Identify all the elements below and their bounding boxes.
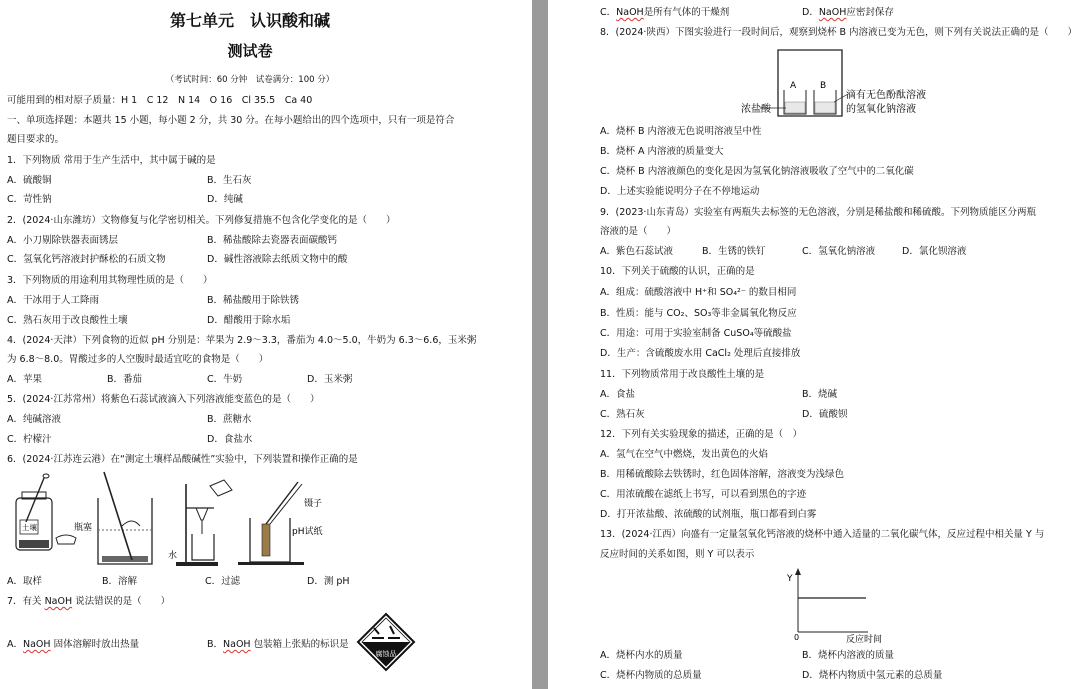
fig-ph-label: pH试纸 (292, 527, 323, 537)
q1-option-c[interactable]: C．苛性钠 (7, 194, 52, 205)
q9-option-c[interactable]: C．氢氧化钠溶液 (802, 246, 876, 257)
fig-beaker-a: A (790, 81, 797, 91)
q8-option-b[interactable]: B．烧杯 A 内溶液的质量变大 (600, 146, 724, 157)
q7-stem-prefix: 7．有关 (7, 596, 45, 607)
q9-option-a[interactable]: A．紫色石蕊试液 (600, 246, 673, 257)
q13-option-c[interactable]: C．烧杯内物质的总质量 (600, 670, 702, 681)
q11-option-d[interactable]: D．硫酸钡 (802, 409, 848, 420)
q10-option-d[interactable]: D．生产：含硫酸废水用 CaCl₂ 处理后直接排放 (600, 348, 801, 359)
page-title: 第七单元 认识酸和碱 (169, 11, 330, 30)
q7-c-suffix: 是所有气体的干燥剂 (643, 7, 730, 18)
q1-option-a[interactable]: A．硫酸铜 (7, 175, 52, 186)
question-4-cont: 为 6.8～8.0。胃酸过多的人空腹时最适宜吃的食物是（ ） (7, 354, 269, 365)
q5-option-c[interactable]: C．柠檬汁 (7, 434, 52, 445)
q4-option-c[interactable]: C．牛奶 (207, 374, 243, 385)
q8-option-c[interactable]: C．烧杯 B 内溶液颜色的变化是因为氢氧化钠溶液吸收了空气中的二氧化碳 (600, 166, 914, 177)
q13-option-a[interactable]: A．烧杯内水的质量 (600, 650, 683, 661)
corrosive-label: 腐蚀品 (375, 650, 397, 658)
q6-option-b[interactable]: B．溶解 (102, 576, 138, 587)
q13-x-label: 反应时间 (846, 635, 883, 645)
q2-option-a[interactable]: A．小刀剔除铁器表面锈层 (7, 235, 118, 246)
q6-option-c[interactable]: C．过滤 (205, 576, 241, 587)
fig-stopper-label: 瓶塞 (74, 523, 93, 533)
question-12: 12．下列有关实验现象的描述，正确的是（ ） (600, 429, 803, 440)
q10-option-b[interactable]: B．性质：能与 CO₂、SO₃等非金属氧化物反应 (600, 308, 797, 319)
question-11: 11．下列物质常用于改良酸性土壤的是 (600, 369, 765, 380)
q7-option-d[interactable] (802, 7, 894, 19)
question-10: 10．下列关于硫酸的认识，正确的是 (600, 266, 755, 277)
q7-a-suffix: 固体溶解时放出热量 (50, 639, 140, 650)
q6-apparatus-figure (0, 468, 532, 576)
question-6: 6．(2024·江苏连云港）在“测定土壤样品酸碱性”实验中，下列装置和操作正确的是 (7, 454, 358, 465)
question-4: 4．(2024·天津）下列食物的近似 pH 分别是：苹果为 2.9～3.3，番茄为 4.0～5.0，牛奶为 6.3～6.6，玉米粥 (7, 335, 477, 346)
q8-option-d[interactable]: D．上述实验能说明分子在不停地运动 (600, 186, 760, 197)
q11-option-b[interactable]: B．烧碱 (802, 389, 838, 400)
q7-d-suffix: 应密封保存 (846, 7, 894, 18)
question-9: 9．(2023·山东青岛）实验室有两瓶失去标签的无色溶液，分别是稀盐酸和稀硫酸。下列物质能区分两瓶 (600, 207, 1036, 218)
q3-option-c[interactable]: C．熟石灰用于改良酸性土壤 (7, 315, 128, 326)
q8-apparatus-figure (741, 44, 988, 120)
q7-d-prefix: D． (802, 7, 819, 18)
soil-jar-icon (16, 474, 76, 550)
q6-option-d[interactable]: D．测 pH (307, 576, 350, 587)
q8-option-a[interactable]: A．烧杯 B 内溶液无色说明溶液呈中性 (600, 126, 762, 137)
q7-c-prefix: C． (600, 7, 617, 18)
q7-naoh-term: NaOH (44, 596, 73, 607)
q5-option-d[interactable]: D．食盐水 (207, 434, 253, 445)
q7-stem-suffix: 说法错误的是（ ） (72, 596, 171, 607)
q7-option-a[interactable] (7, 639, 139, 651)
atomic-masses: 可能用到的相对原子质量：H 1 C 12 N 14 O 16 Cl 35.5 Ca 40 (7, 95, 313, 106)
q10-option-c[interactable]: C．用途：可用于实验室制备 CuSO₄等硫酸盐 (600, 328, 792, 339)
question-2: 2．(2024·山东潍坊）文物修复与化学密切相关。下列修复措施不包含化学变化的是（ ） (7, 215, 396, 226)
fig-water-label: 水 (168, 551, 178, 561)
q7-a-naoh: NaOH (23, 639, 51, 650)
q7-c-naoh: NaOH (616, 7, 644, 18)
fig-phenolphthalein: 滴有无色酚酞溶液 (846, 90, 926, 101)
q4-option-d[interactable]: D．玉米粥 (307, 374, 353, 385)
q4-option-a[interactable]: A．苹果 (7, 374, 42, 385)
question-8: 8．(2024·陕西）下图实验进行一段时间后，观察到烧杯 B 内溶液已变为无色，则下列有关说法正确的是（ ） (600, 27, 1078, 38)
q2-option-b[interactable]: B．稀盐酸除去瓷器表面碳酸钙 (207, 235, 338, 246)
q1-option-d[interactable]: D．纯碱 (207, 194, 243, 205)
q7-a-prefix: A． (7, 639, 23, 650)
q6-option-a[interactable]: A．取样 (7, 576, 42, 587)
page-right (548, 0, 1080, 689)
q10-option-a[interactable]: A．组成：硫酸溶液中 H⁺和 SO₄²⁻ 的数目相同 (600, 287, 797, 298)
fig-beaker-b: B (820, 81, 827, 91)
q3-option-d[interactable]: D．醋酸用于除水垢 (207, 315, 291, 326)
fig-soil-label: 土壤 (22, 523, 37, 532)
question-7 (7, 596, 170, 608)
q12-option-a[interactable]: A．氢气在空气中燃烧，发出黄色的火焰 (600, 449, 768, 460)
q13-option-b[interactable]: B．烧杯内溶液的质量 (802, 650, 895, 661)
page-left (0, 0, 532, 689)
fig-naoh-solution: 的氢氧化钠溶液 (846, 104, 916, 115)
q3-option-b[interactable]: B．稀盐酸用于除铁锈 (207, 295, 300, 306)
q13-y-label: Y (787, 574, 793, 584)
q13-option-d[interactable]: D．烧杯内物质中氢元素的总质量 (802, 670, 943, 681)
beaker-dissolve-icon (98, 472, 152, 564)
section-heading-cont: 题目要求的。 (7, 134, 65, 145)
exam-info: （考试时间：60 分钟 试卷满分：100 分） (165, 75, 335, 85)
q7-b-suffix: 包装箱上张贴的标识是 (250, 639, 349, 650)
q13-origin: 0 (794, 633, 800, 642)
q13-graph (784, 566, 904, 646)
q7-option-b[interactable] (207, 639, 349, 651)
q9-option-d[interactable]: D．氯化钡溶液 (902, 246, 967, 257)
question-5: 5．(2024·江苏常州）将紫色石蕊试液滴入下列溶液能变蓝色的是（ ） (7, 394, 320, 405)
question-13: 13．(2024·江西）向盛有一定量氢氧化钙溶液的烧杯中通入适量的二氧化碳气体，反应过程中相关量 Y 与 (600, 529, 1045, 540)
q1-option-b[interactable]: B．生石灰 (207, 175, 252, 186)
q7-b-prefix: B． (207, 639, 224, 650)
q11-option-c[interactable]: C．熟石灰 (600, 409, 645, 420)
q9-option-b[interactable]: B．生锈的铁钉 (702, 246, 766, 257)
q5-option-b[interactable]: B．蔗糖水 (207, 414, 252, 425)
ph-test-icon (238, 482, 304, 565)
q7-option-c[interactable] (600, 7, 729, 19)
q2-option-c[interactable]: C．氢氧化钙溶液封护酥松的石质文物 (7, 254, 166, 265)
q12-option-c[interactable]: C．用浓硫酸在滤纸上书写，可以看到黑色的字迹 (600, 489, 807, 500)
q7-d-naoh: NaOH (818, 7, 847, 18)
section-heading: 一、单项选择题：本题共 15 小题，每小题 2 分，共 30 分。在每小题给出的四个选项中，只有一项是符合 (7, 115, 455, 126)
filtration-stand-icon (176, 480, 232, 566)
q5-option-a[interactable]: A．纯碱溶液 (7, 414, 61, 425)
fig-tweezers-label: 镊子 (304, 499, 323, 509)
question-9-cont: 溶液的是（ ） (600, 226, 677, 237)
q7-b-naoh: NaOH (223, 639, 251, 650)
fig-conc-hcl: 浓盐酸 (741, 104, 771, 115)
question-13-cont: 反应时间的关系如图，则 Y 可以表示 (600, 549, 755, 560)
q12-option-b[interactable]: B．用稀硫酸除去铁锈时，红色固体溶解，溶液变为浅绿色 (600, 469, 845, 480)
q11-option-a[interactable]: A．食盐 (600, 389, 635, 400)
corrosive-sign-icon (356, 612, 416, 672)
q3-option-a[interactable]: A．干冰用于人工降雨 (7, 295, 99, 306)
question-3: 3．下列物质的用途利用其物理性质的是（ ） (7, 275, 213, 286)
question-1: 1．下列物质 常用于生产生活中，其中属于碱的是 (7, 155, 216, 166)
page-subtitle: 测试卷 (227, 42, 273, 60)
q12-option-d[interactable]: D．打开浓盐酸、浓硫酸的试剂瓶，瓶口都看到白雾 (600, 509, 817, 520)
q4-option-b[interactable]: B．番茄 (107, 374, 143, 385)
q2-option-d[interactable]: D．碱性溶液除去纸质文物中的酸 (207, 254, 348, 265)
